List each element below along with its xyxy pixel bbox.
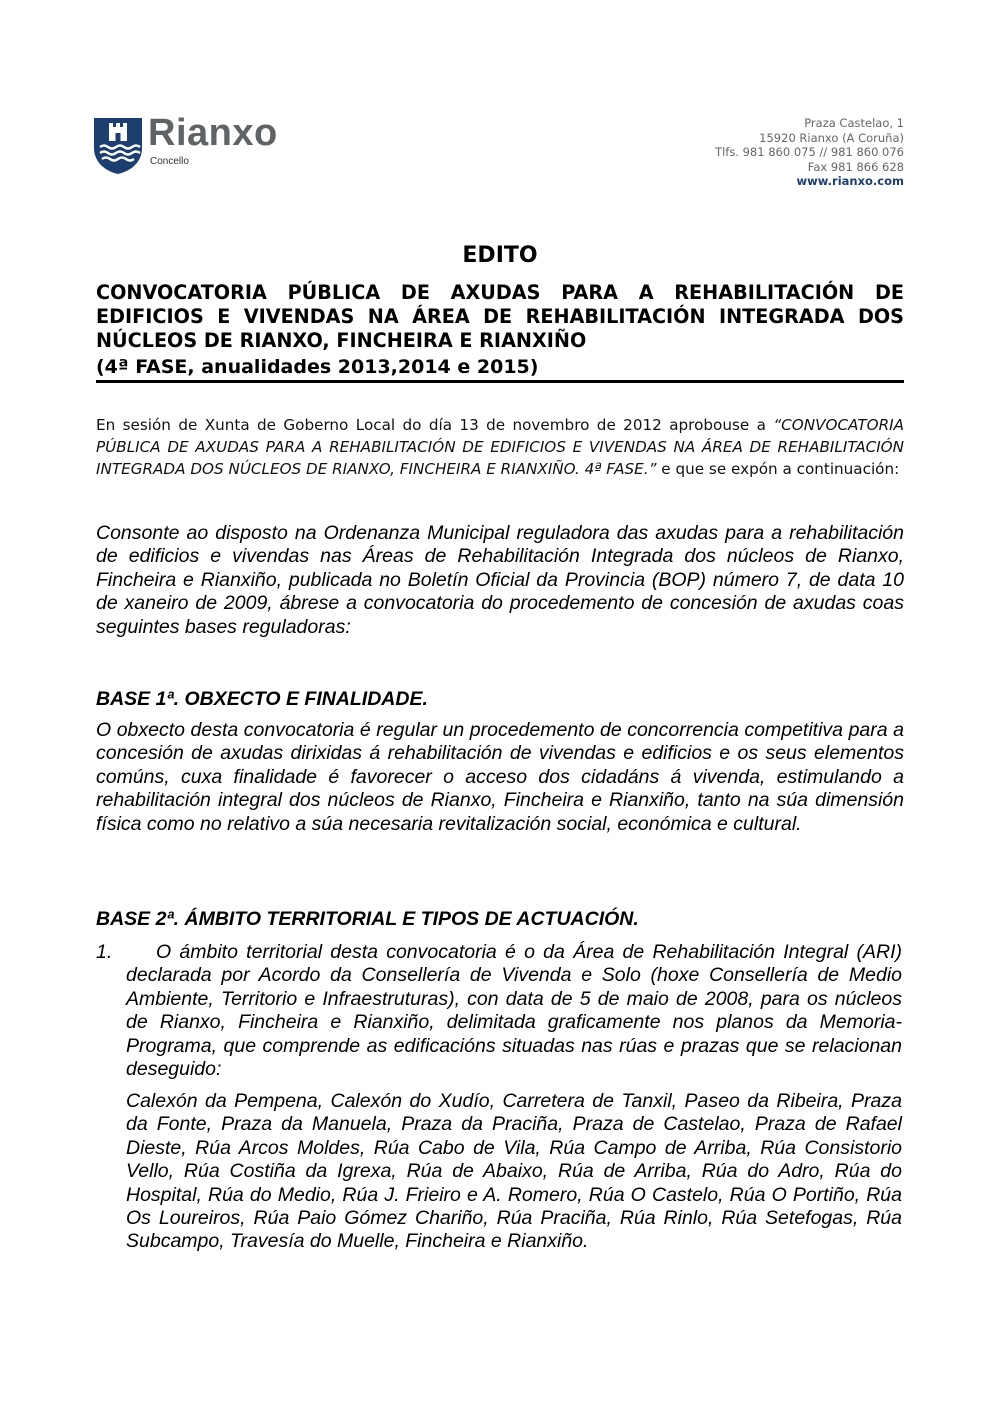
intro-paragraph [96,414,904,480]
intro-lead: En sesión de Xunta de Goberno Local do día 13 de novembro de 2012 aprobouse a [96,416,774,434]
logo-subtitle: Concello [150,156,189,167]
base1-paragraph: O obxecto desta convocatoria é regular un procedemento de concorrencia competitiva para a concesión de axudas dirixidas á rehabilitación de vivendas e edificios e os seus elementos comúns, cuxa finalidade é favorecer o acceso dos cidadáns á vivenda, estimulando a rehabilitación integral dos núcleos de Rianxo, Fincheira e Rianxiño, tanto na súa dimensión física como no relativo a súa necesaria revitalización social, económica e cultural. [96,719,904,835]
intro-tail: e que se expón a continuación: [656,460,900,478]
fax-number: Fax 981 866 628 [807,159,904,174]
phone-numbers: Tlfs. 981 860 075 // 981 860 076 [715,145,904,159]
title-divider [96,380,904,383]
address-line-1: Praza Castelao, 1 [804,116,904,130]
base1-heading: BASE 1ª. OBXECTO E FINALIDADE. [96,688,428,710]
base2-streets-paragraph: Calexón da Pempena, Calexón do Xudío, Carretera de Tanxil, Paseo da Ribeira, Praza da Fonte, Praza da Manuela, Praza da Praciña, Praza de Castelao, Praza de Rafael Dieste, Rúa Arcos Moldes, Rúa Cabo de Vila, Rúa Campo de Arriba, Rúa Consistorio Vello, Rúa Costiña da Igrexa, Rúa de Abaixo, Rúa de Arriba, Rúa do Adro, Rúa do Hospital, Rúa do Medio, Rúa J. Frieiro e A. Romero, Rúa O Castelo, Rúa O Portiño, Rúa Os Loureiros, Rúa Paio Gómez Chariño, Rúa Praciña, Rúa Rinlo, Rúa Setefogas, Rúa Subcampo, Travesía do Muelle, Fincheira e Rianxiño. [126,1090,902,1253]
coat-of-arms-icon [94,118,142,174]
document-heading: EDITO [462,243,538,268]
document-phase: (4ª FASE, anualidades 2013,2014 e 2015) [96,356,539,378]
rianxo-logo [94,112,314,176]
base2-item1-number: 1. [96,941,113,963]
logo-wordmark: Rianxo [148,112,278,154]
address-line-2: 15920 Rianxo (A Coruña) [759,130,904,145]
base2-item1-paragraph: O ámbito territorial desta convocatoria é o da Área de Rehabilitación Integral (ARI) declarada por Acordo da Consellería de Vivenda e Solo (hoxe Consellería de Medio Ambiente, Territorio e Infraestruturas), con data de 5 de maio de 2008, para os núcleos de Rianxo, Fincheira e Rianxiño, delimitada graficamente nos planos da Memoria-Programa, que comprende as edificacións situadas nas rúas e prazas que se relacionan deseguido: [126,941,902,1081]
preamble-paragraph: Consonte ao disposto na Ordenanza Municipal reguladora das axudas para a rehabilitación de edificios e vivendas nas Áreas de Rehabilitación Integrada dos núcleos de Rianxo, Fincheira e Rianxiño, publicada no Boletín Oficial da Provincia (BOP) número 7, de data 10 de xaneiro de 2009, ábrese a convocatoria do procedemento de concesión de axudas coas seguintes bases reguladoras: [96,522,904,638]
document-title: CONVOCATORIA PÚBLICA DE AXUDAS PARA A REHABILITACIÓN DE EDIFICIOS E VIVENDAS NA ÁREA DE REHABILITACIÓN INTEGRADA DOS NÚCLEOS DE RIANXO, FINCHEIRA E RIANXIÑO [96,281,904,352]
contact-block [715,116,904,189]
website-link[interactable]: www.rianxo.com [796,174,904,188]
base2-heading: BASE 2ª. ÁMBITO TERRITORIAL E TIPOS DE ACTUACIÓN. [96,908,639,930]
intro-quote: “CONVOCATORIA PÚBLICA DE AXUDAS PARA A REHABILITACIÓN DE EDIFICIOS E VIVENDAS NA ÁREA DE REHABILITACIÓN INTEGRADA DOS NÚCLEOS DE RIANXO, FINCHEIRA E RIANXIÑO. 4ª FASE.” [96,416,904,478]
